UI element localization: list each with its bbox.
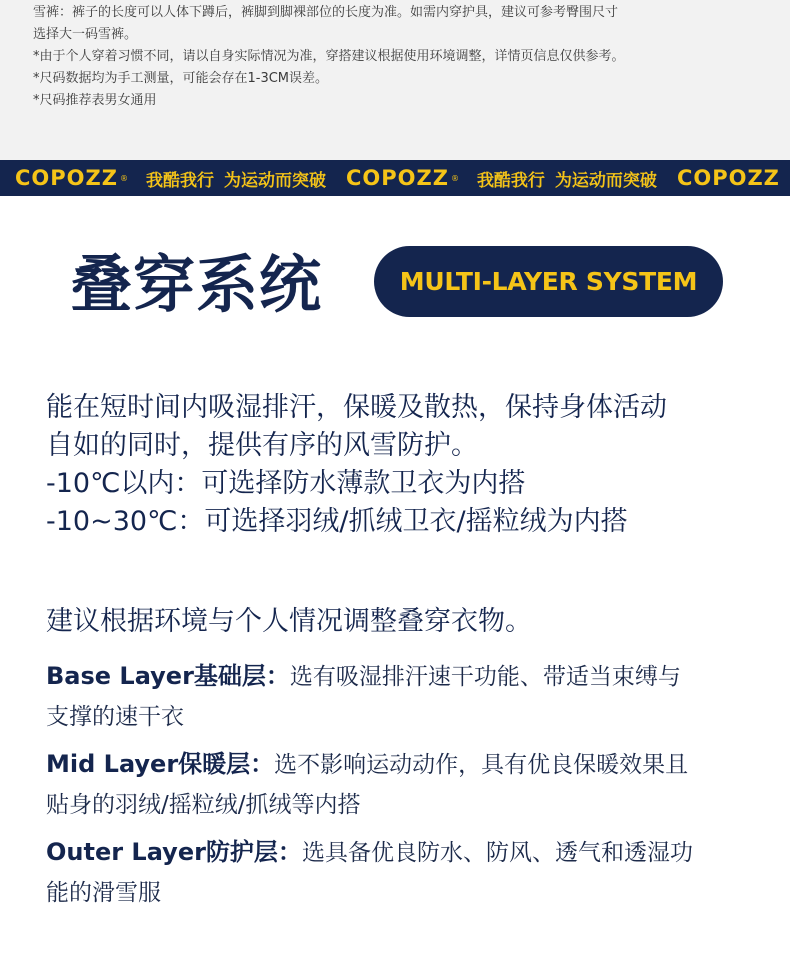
layer-list <box>46 656 766 920</box>
layer-item-outer <box>46 832 766 913</box>
intro-line: 自如的同时，提供有序的风雪防护。 <box>46 430 478 461</box>
slogan-1: 我酷我行 <box>145 170 214 191</box>
layer-desc: 能的滑雪服 <box>46 880 161 906</box>
section-title-pill <box>374 246 723 317</box>
layer-item-base <box>46 656 766 737</box>
layer-heading: Mid Layer保暖层： <box>46 750 275 778</box>
layer-desc: 贴身的羽绒/摇粒绒/抓绒等内搭 <box>46 792 361 818</box>
layer-heading: Base Layer基础层： <box>46 662 290 690</box>
banner-unit <box>677 166 780 190</box>
size-note: *由于个人穿着习惯不同，请以自身实际情况为准，穿搭建议根据使用环境调整，详情页信息仅供参考。 <box>33 49 625 64</box>
size-note: 雪裤：裤子的长度可以人体下蹲后，裤脚到脚裸部位的长度为准。如需内穿护具，建议可参考臀围尺寸 <box>33 5 619 20</box>
banner-unit <box>15 166 326 191</box>
section-title-cn: 叠穿系统 <box>70 248 323 321</box>
layer-desc: 选有吸湿排汗速干功能、带适当束缚与 <box>289 664 681 690</box>
brand-logo: COPOZZ <box>345 166 449 190</box>
slogan-2: 为运动而突破 <box>554 170 657 191</box>
advice-text: 建议根据环境与个人情况调整叠穿衣物。 <box>46 606 532 637</box>
layer-desc: 选不影响运动动作，具有优良保暖效果且 <box>274 752 689 778</box>
banner-unit <box>346 166 657 191</box>
section-title-en: MULTI-LAYER SYSTEM <box>399 267 698 296</box>
layer-desc: 支撑的速干衣 <box>46 704 184 730</box>
slogan-1: 我酷我行 <box>476 170 545 191</box>
brand-banner <box>0 160 790 196</box>
size-note: *尺码推荐表男女通用 <box>33 93 157 108</box>
registered-mark: ® <box>119 173 128 183</box>
intro-line: -10~30℃：可选择羽绒/抓绒卫衣/摇粒绒为内搭 <box>46 506 628 537</box>
layer-item-mid <box>46 744 766 825</box>
layer-desc: 选具备优良防水、防风、透气和透湿功 <box>301 840 693 866</box>
section-title <box>70 245 322 325</box>
intro-line: 能在短时间内吸湿排汗，保暖及散热，保持身体活动 <box>46 392 667 423</box>
intro-line: -10℃以内：可选择防水薄款卫衣为内搭 <box>46 468 526 499</box>
brand-logo: COPOZZ <box>15 166 118 190</box>
brand-logo: COPOZZ <box>676 166 780 190</box>
intro-text <box>46 389 766 541</box>
size-note: 选择大一码雪裤。 <box>33 27 138 42</box>
slogan-2: 为运动而突破 <box>223 170 326 191</box>
layer-heading: Outer Layer防护层： <box>46 838 302 866</box>
size-note: *尺码数据均为手工测量，可能会存在1-3CM误差。 <box>33 71 329 86</box>
size-notes-panel <box>0 0 790 160</box>
registered-mark: ® <box>450 173 459 183</box>
